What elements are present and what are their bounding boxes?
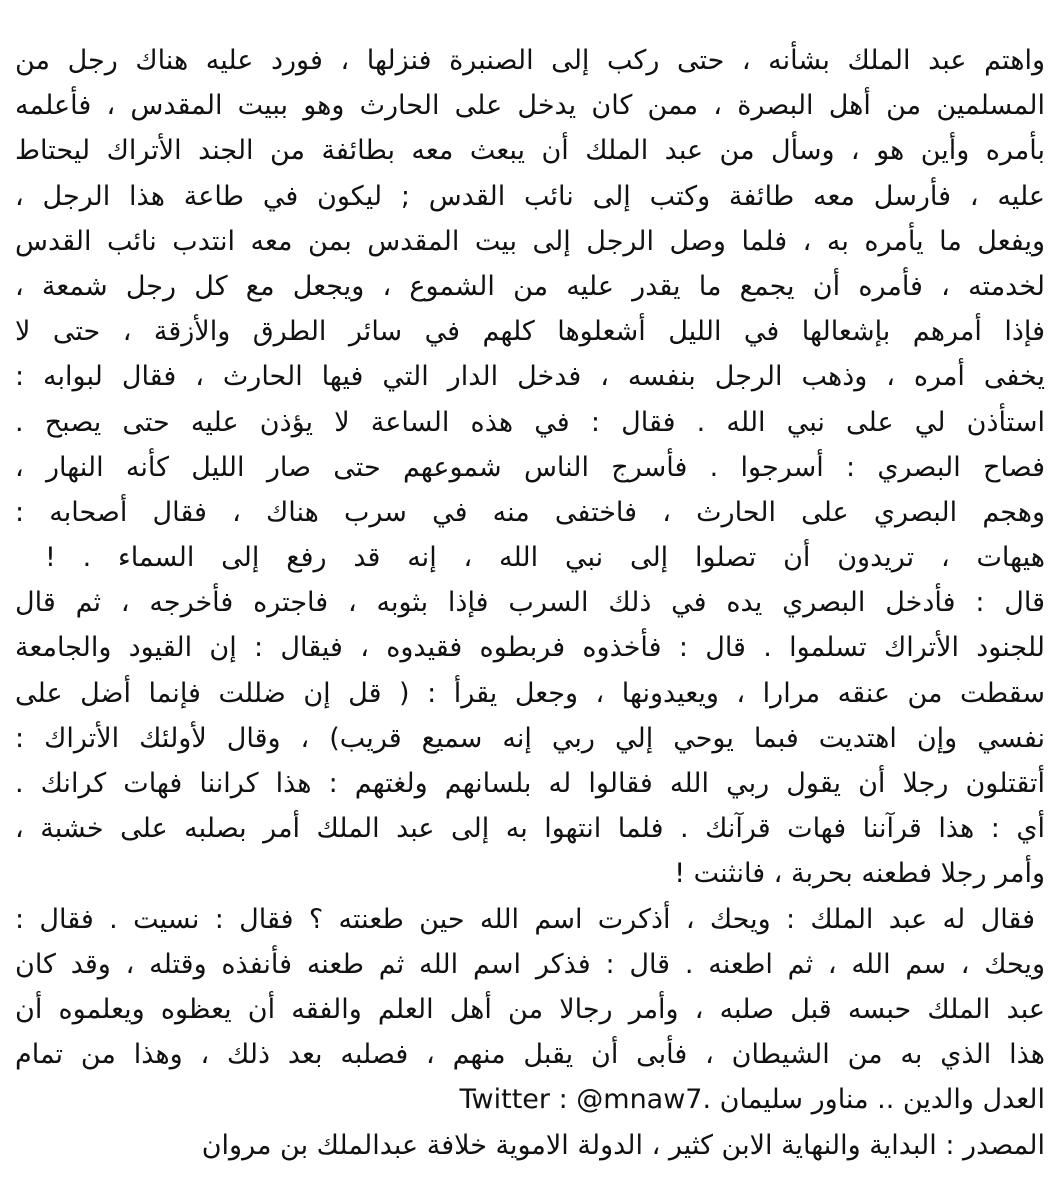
text-line-24-signature: العدل والدين .. مناور سليمان .Twitter : @mnaw7 (459, 1084, 1045, 1116)
text-line-19: وأمر رجلا فطعنه بحربة ، فانثنت ! (674, 858, 1045, 890)
text-line-16: نفسي وإن اهتديت فبما يوحي إلي ربي إنه سميع قريب) ، وقال لأولئك الأتراك : (15, 722, 1045, 754)
text-line-6: لخدمته ، فأمره أن يجمع ما يقدر عليه من الشموع ، ويجعل مع كل رجل شمعة ، (15, 270, 1045, 302)
text-line-9: استأذن لي على نبي الله . فقال : في هذه الساعة لا يؤذن عليه حتى يصبح . (15, 406, 1045, 438)
text-line-2: المسلمين من أهل البصرة ، ممن كان يدخل على الحارث وهو ببيت المقدس ، فأعلمه (15, 90, 1045, 122)
text-line-5: ويفعل ما يأمره به ، فلما وصل الرجل إلى بيت المقدس بمن معه انتدب نائب القدس (15, 225, 1045, 257)
text-line-21: ويحك ، سم الله ، ثم اطعنه . قال : فذكر اسم الله ثم طعنه فأنفذه وقتله ، وقد كان (15, 948, 1045, 980)
text-line-17: أتقتلون رجلا أن يقول ربي الله فقالوا له بلسانهم ولغتهم : هذا كراننا فهات كرانك . (15, 768, 1045, 799)
text-line-7: فإذا أمرهم بإشعالها في الليل أشعلوها كلهم في سائر الطرق والأزقة ، حتى لا (15, 316, 1045, 348)
text-line-20: فقال له عبد الملك : ويحك ، أذكرت اسم الله حين طعنته ؟ فقال : نسيت . فقال : (15, 903, 1035, 935)
text-line-18: أي : هذا قرآننا فهات قرآنك . فلما انتهوا به إلى عبد الملك أمر بصلبه على خشبة ، (15, 813, 1045, 845)
text-line-13: قال : فأدخل البصري يده في ذلك السرب فإذا بثوبه ، فاجتره فأخرجه ، ثم قال (15, 587, 1045, 619)
text-line-3: بأمره وأين هو ، وسأل من عبد الملك أن يبعث معه بطائفة من الجند الأتراك ليحتاط (15, 135, 1045, 167)
text-line-23: هذا الذي به من الشيطان ، فأبى أن يقبل منهم ، فصلبه بعد ذلك ، وهذا من تمام (15, 1039, 1045, 1071)
arabic-text-block (15, 38, 1045, 1168)
source-citation: المصدر : البداية والنهاية الابن كثير ، الدولة الاموية خلافة عبدالملك بن مروان (201, 1129, 1045, 1161)
text-line-12: هيهات ، تريدون أن تصلوا إلى نبي الله ، إنه قد رفع إلى السماء . ! (45, 542, 1045, 574)
text-line-4: عليه ، فأرسل معه طائفة وكتب إلى نائب القدس ; ليكون في طاعة هذا الرجل ، (15, 180, 1045, 212)
text-line-11: وهجم البصري على الحارث ، فاختفى منه في سرب هناك ، فقال أصحابه : (15, 496, 1045, 528)
text-line-1: واهتم عبد الملك بشأنه ، حتى ركب إلى الصنبرة فنزلها ، فورد عليه هناك رجل من (15, 45, 1045, 76)
text-line-10: فصاح البصري : أسرجوا . فأسرج الناس شموعهم حتى صار الليل كأنه النهار ، (15, 451, 1045, 483)
text-line-15: سقطت من عنقه مرارا ، ويعيدونها ، وجعل يقرأ : ( قل إن ضللت فإنما أضل على (15, 677, 1045, 709)
text-line-8: يخفى أمره ، وذهب الرجل بنفسه ، فدخل الدار التي فيها الحارث ، فقال لبوابه : (15, 361, 1045, 393)
text-line-14: للجنود الأتراك تسلموا . قال : فأخذوه فربطوه فقيدوه ، فيقال : إن القيود والجامعة (15, 632, 1045, 664)
text-line-22: عبد الملك حبسه قبل صلبه ، وأمر رجالا من أهل العلم والفقه أن يعظوه ويعلموه أن (15, 993, 1045, 1025)
